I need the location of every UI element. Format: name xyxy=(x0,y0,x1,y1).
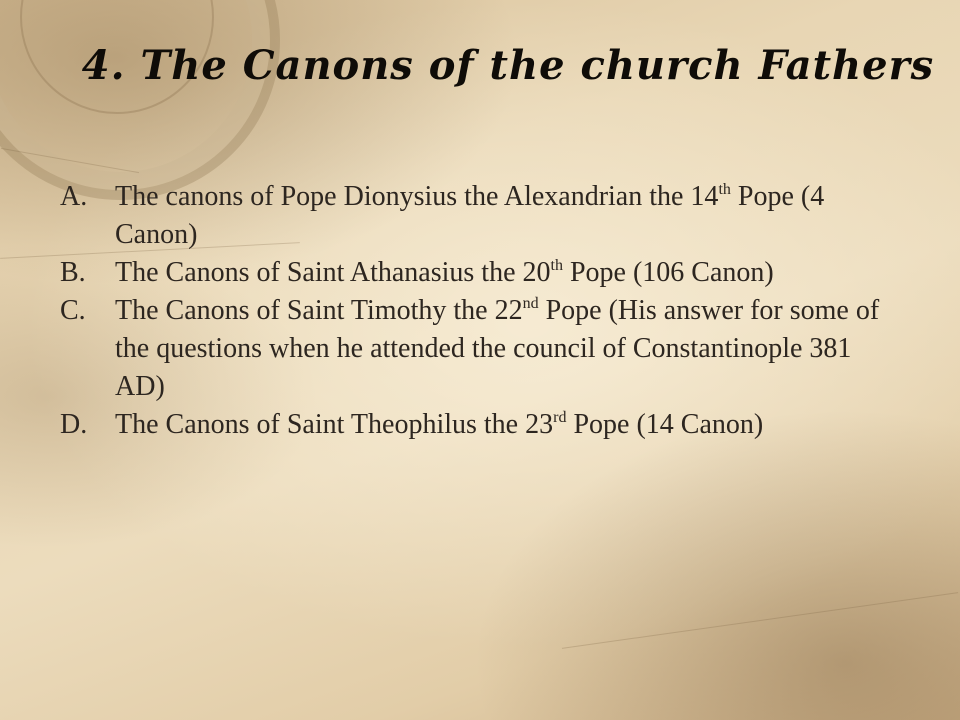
ordinal-suffix: th xyxy=(550,257,563,274)
item-text: The canons of Pope Dionysius the Alexandrian the 14 xyxy=(115,181,719,212)
canon-list xyxy=(60,178,880,444)
ordinal-suffix: nd xyxy=(522,295,539,312)
item-text: Pope (14 Canon) xyxy=(566,409,764,440)
item-text: Pope (4 Canon) xyxy=(115,181,825,250)
item-text: The Canons of Saint Theophilus the 23 xyxy=(115,409,554,440)
item-text: The Canons of Saint Timothy the 22 xyxy=(115,295,523,326)
ordinal-suffix: rd xyxy=(553,409,567,426)
list-marker: D. xyxy=(60,409,88,440)
list-marker: A. xyxy=(60,181,88,212)
list-marker: C. xyxy=(60,295,86,326)
list-item xyxy=(60,178,880,254)
list-item xyxy=(60,254,880,292)
item-text: The Canons of Saint Athanasius the 20 xyxy=(115,257,551,288)
map-line-decoration xyxy=(562,592,958,649)
ordinal-suffix: th xyxy=(718,181,731,198)
list-item xyxy=(60,406,880,444)
item-text: Pope (106 Canon) xyxy=(562,257,774,288)
list-marker: B. xyxy=(60,257,86,288)
slide-title: 4. The Canons of the church Fathers xyxy=(81,42,935,89)
list-item xyxy=(60,292,880,406)
item-text: Pope (His answer for some of the questions when he attended the council of Constantinople 381 AD) xyxy=(115,295,880,402)
